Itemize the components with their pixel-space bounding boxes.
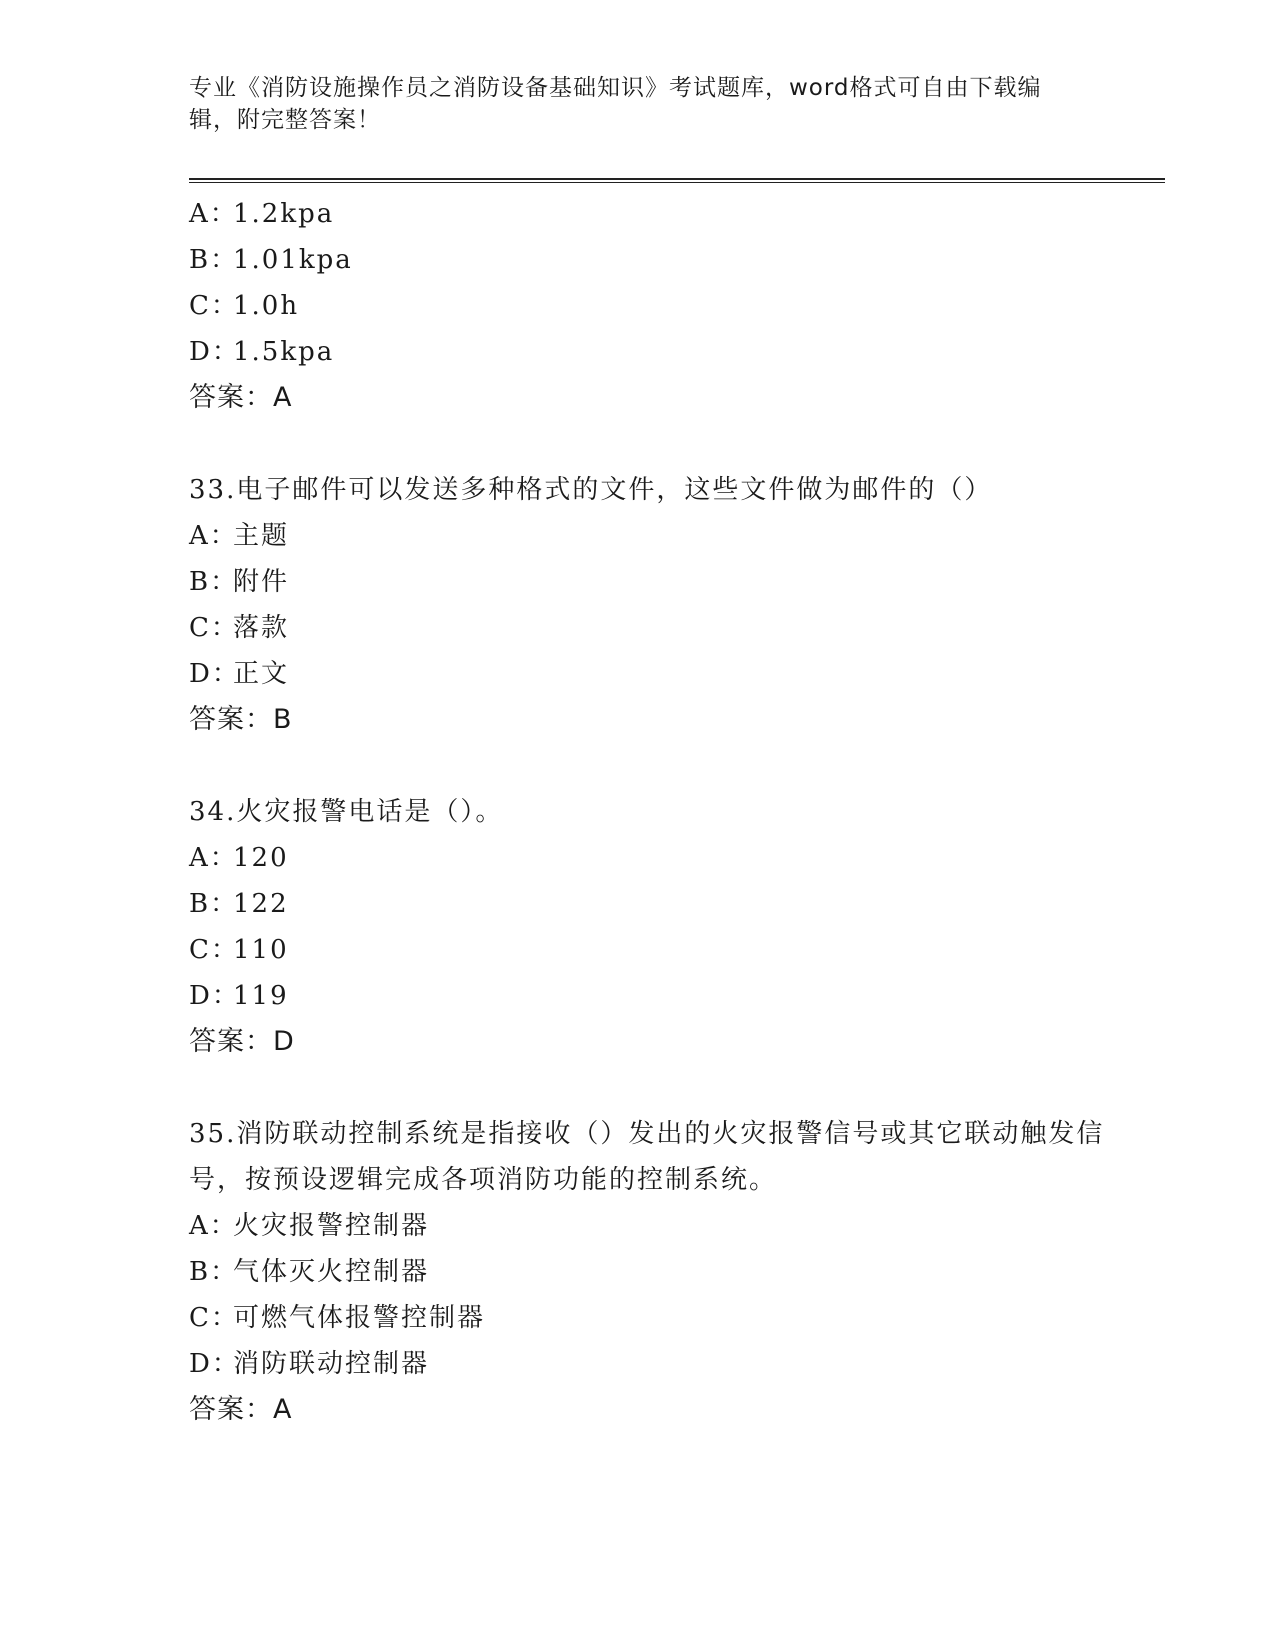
option-b: B：1.01kpa <box>189 245 353 275</box>
spacer <box>189 743 1119 789</box>
option-a: A：120 <box>189 843 289 873</box>
question-block-33 <box>189 467 1119 743</box>
header-divider <box>189 178 1165 183</box>
option-b: B：气体灭火控制器 <box>189 1257 430 1287</box>
answer-line: 答案：B <box>189 704 293 735</box>
answer-line: 答案：D <box>189 1026 295 1057</box>
question-block-34 <box>189 789 1119 1065</box>
option-c: C：110 <box>189 935 289 965</box>
question-block-35 <box>189 1111 1119 1433</box>
option-c: C：落款 <box>189 613 290 643</box>
option-a: A：1.2kpa <box>189 199 335 229</box>
question-stem: 35.消防联动控制系统是指接收（）发出的火灾报警信号或其它联动触发信号，按预设逻辑完成各项消防功能的控制系统。 <box>189 1119 1105 1195</box>
option-d: D：1.5kpa <box>189 337 335 367</box>
spacer <box>189 1065 1119 1111</box>
question-list <box>189 191 1119 1433</box>
option-b: B：附件 <box>189 567 290 597</box>
question-stem: 33.电子邮件可以发送多种格式的文件，这些文件做为邮件的（） <box>189 475 993 505</box>
option-d: D：正文 <box>189 659 290 689</box>
option-c: C：1.0h <box>189 291 300 321</box>
spacer <box>189 421 1119 467</box>
option-d: D：消防联动控制器 <box>189 1349 430 1379</box>
document-header <box>189 72 1089 136</box>
question-stem: 34.火灾报警电话是（）。 <box>189 797 504 827</box>
answer-line: 答案：A <box>189 382 293 413</box>
option-a: A：主题 <box>189 521 290 551</box>
header-title: 专业《消防设施操作员之消防设备基础知识》考试题库，word格式可自由下载编辑，附完整答案！ <box>189 75 1042 133</box>
option-d: D：119 <box>189 981 289 1011</box>
option-a: A：火灾报警控制器 <box>189 1211 430 1241</box>
option-c: C：可燃气体报警控制器 <box>189 1303 486 1333</box>
answer-line: 答案：A <box>189 1394 293 1425</box>
option-b: B：122 <box>189 889 289 919</box>
prev-question-block <box>189 191 1119 421</box>
